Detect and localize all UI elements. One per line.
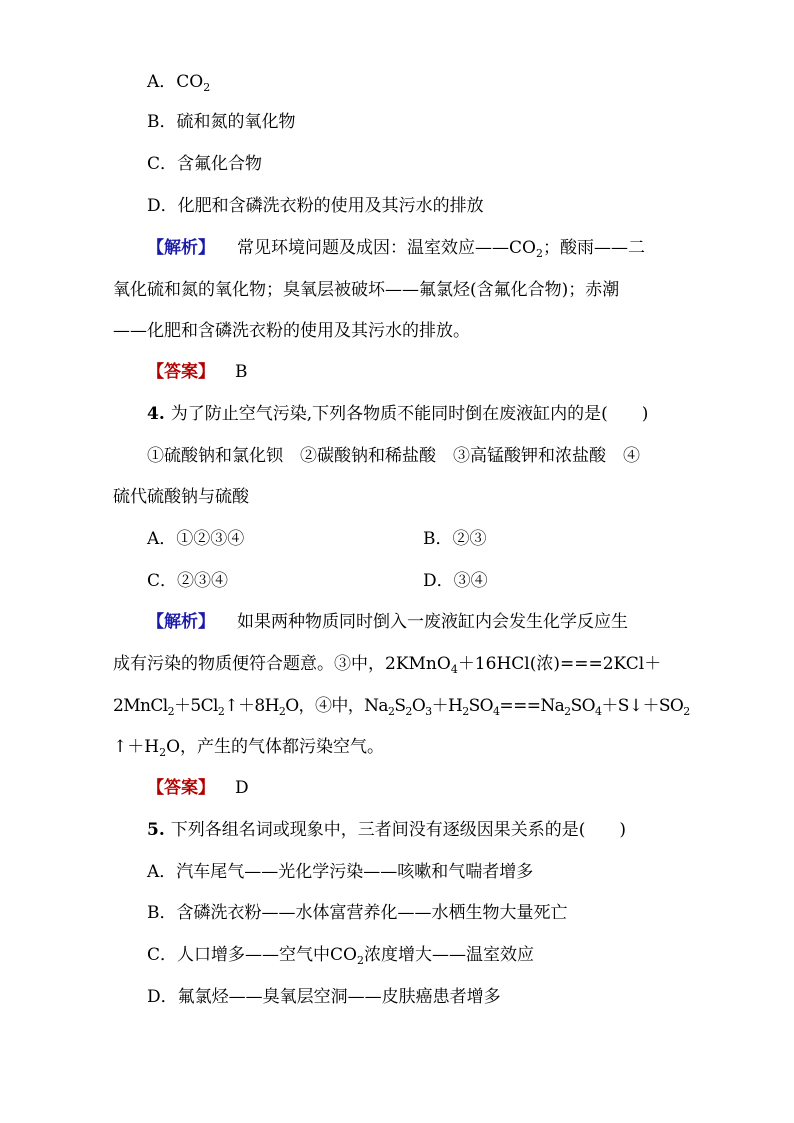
answer-label: 【答案】 bbox=[147, 362, 215, 382]
subscript: 4 bbox=[450, 663, 458, 676]
q3-option bbox=[147, 72, 210, 98]
text-segment: ＋S↓＋SO bbox=[601, 696, 684, 716]
text-segment: A．汽车尾气——光化学污染——咳嗽和气喘者增多 bbox=[147, 862, 534, 882]
answer-label: 【答案】 bbox=[147, 778, 215, 798]
q4-items bbox=[113, 487, 249, 507]
text-segment: 如果两种物质同时倒入一废液缸内会发生化学反应生 bbox=[237, 612, 628, 632]
q3-option bbox=[147, 112, 296, 132]
question-number: 4. bbox=[147, 404, 165, 424]
q4-items bbox=[147, 446, 640, 466]
subscript: 2 bbox=[683, 705, 690, 718]
q3-option bbox=[147, 196, 484, 216]
text-segment: ——化肥和含磷洗衣粉的使用及其污水的排放。 bbox=[113, 321, 470, 341]
subscript: 2 bbox=[203, 81, 211, 94]
subscript: 2 bbox=[159, 746, 167, 759]
q3-option bbox=[147, 154, 262, 174]
q4-analysis-line bbox=[113, 654, 661, 680]
q5-option bbox=[147, 987, 501, 1007]
text-segment: 成有污染的物质便符合题意。③中，2KMnO bbox=[113, 654, 451, 674]
q5-option bbox=[147, 945, 534, 971]
subscript: 2 bbox=[535, 247, 543, 260]
subscript: 2 bbox=[387, 705, 395, 718]
subscript: 3 bbox=[425, 705, 432, 718]
text-segment: 氧化硫和氮的氧化物；臭氧层被破坏——氟氯烃(含氟化合物)；赤潮 bbox=[113, 280, 620, 300]
analysis-label: 【解析】 bbox=[147, 238, 215, 258]
question-stem: 为了防止空气污染,下列各物质不能同时倒在废液缸内的是( ) bbox=[170, 404, 649, 424]
q4-option bbox=[423, 571, 488, 591]
text-segment: ＋H bbox=[431, 696, 463, 716]
text-segment: 硫代硫酸钠与硫酸 bbox=[113, 487, 249, 507]
text-segment: ↑＋H bbox=[113, 737, 160, 757]
text-segment: ＋16HCl(浓)===2KCl＋ bbox=[457, 654, 662, 674]
q4-analysis-line bbox=[113, 737, 384, 763]
q4-answer bbox=[147, 778, 249, 798]
text-segment: B．硫和氮的氧化物 bbox=[147, 112, 296, 132]
q3-analysis-line bbox=[113, 321, 470, 341]
answer-value: D bbox=[235, 778, 249, 798]
analysis-label: 【解析】 bbox=[147, 612, 215, 632]
q3-analysis-line bbox=[113, 280, 619, 300]
q4-option bbox=[147, 571, 228, 591]
text-segment: SO bbox=[468, 696, 494, 716]
subscript: 4 bbox=[493, 705, 500, 718]
subscript: 2 bbox=[356, 954, 364, 967]
q4-analysis-line bbox=[113, 696, 690, 722]
option-b: B．②③ bbox=[423, 529, 487, 549]
subscript: 2 bbox=[564, 705, 571, 718]
text-segment: C．人口增多——空气中CO bbox=[147, 945, 357, 965]
q5-option bbox=[147, 862, 533, 882]
text-segment: B．含磷洗衣粉——水体富营养化——水栖生物大量死亡 bbox=[147, 903, 568, 923]
question-stem: 下列各组名词或现象中，三者间没有逐级因果关系的是( ) bbox=[170, 820, 627, 840]
q3-analysis-line bbox=[147, 238, 645, 264]
text-segment: O，产生的气体都污染空气。 bbox=[166, 737, 385, 757]
text-segment: C．含氟化合物 bbox=[147, 154, 263, 174]
option-a: A．①②③④ bbox=[147, 529, 245, 549]
q4-option bbox=[423, 529, 487, 549]
answer-value: B bbox=[235, 362, 248, 382]
option-c: C．②③④ bbox=[147, 571, 229, 591]
text-segment: 2MnCl bbox=[113, 696, 168, 716]
text-segment: ↑＋8H bbox=[224, 696, 279, 716]
question-number: 5. bbox=[147, 820, 165, 840]
text-segment: O bbox=[411, 696, 426, 716]
text-segment: O，④中，Na bbox=[285, 696, 388, 716]
text-segment: D．氟氯烃——臭氧层空洞——皮肤癌患者增多 bbox=[147, 987, 501, 1007]
text-segment: ===Na bbox=[499, 696, 565, 716]
subscript: 4 bbox=[594, 705, 602, 718]
text-segment: ；酸雨——二 bbox=[542, 238, 645, 258]
q4-stem bbox=[147, 404, 648, 424]
subscript: 2 bbox=[167, 705, 175, 718]
q5-stem bbox=[147, 820, 626, 840]
subscript: 2 bbox=[278, 705, 286, 718]
text-segment: S bbox=[394, 696, 406, 716]
text-segment: SO bbox=[570, 696, 595, 716]
text-segment: 常见环境问题及成因：温室效应——CO bbox=[237, 238, 536, 258]
q5-option bbox=[147, 903, 568, 923]
subscript: 2 bbox=[462, 705, 469, 718]
q4-analysis-line bbox=[147, 612, 628, 632]
option-d: D．③④ bbox=[423, 571, 488, 591]
subscript: 2 bbox=[405, 705, 412, 718]
text-segment: 浓度增大——温室效应 bbox=[363, 945, 534, 965]
q4-option bbox=[147, 529, 244, 549]
text-segment: ①硫酸钠和氯化钡 ②碳酸钠和稀盐酸 ③高锰酸钾和浓盐酸 ④ bbox=[147, 446, 640, 466]
text-segment: D．化肥和含磷洗衣粉的使用及其污水的排放 bbox=[147, 196, 484, 216]
subscript: 2 bbox=[217, 705, 225, 718]
text-segment: A．CO bbox=[147, 72, 204, 92]
q3-answer bbox=[147, 362, 248, 382]
text-segment: ＋5Cl bbox=[174, 696, 218, 716]
